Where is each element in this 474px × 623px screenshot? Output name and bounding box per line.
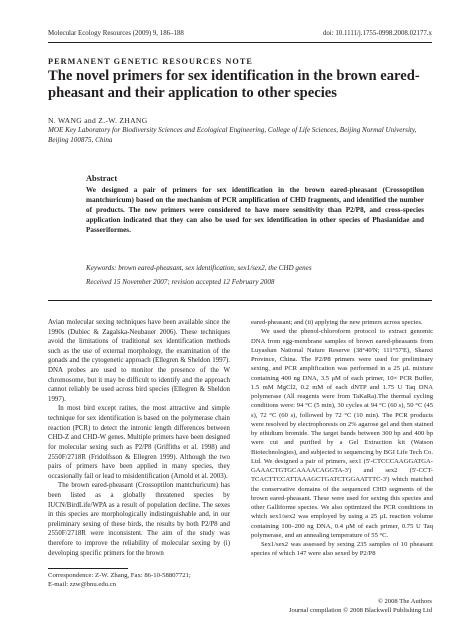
author-affiliation: MOE Key Laboratory for Biodiversity Sciences and Ecological Engineering, College of Life Sciences, Beijing Normal University, Beijing 100875, China: [48, 126, 417, 144]
body-paragraph: Sex1/sex2 was assessed by sexing 235 samples of 10 pheasant species of which 147 were also sexed by P2/P8: [251, 541, 433, 558]
section-label: PERMANENT GENETIC RESOURCES NOTE: [48, 57, 253, 66]
correspondence-note: [48, 572, 191, 589]
article-title: The novel primers for sex identification in the brown eared-pheasant and their application to other species: [48, 68, 420, 101]
body-paragraph: We used the phenol-chloroform protocol to extract genomic DNA from egg-membrane samples of brown eared-pheasants from Luyashan National Nature Reserve (38°40'N; 111°57'E), Shanxi Province, China. The P2/P8 primers were used for preliminary sexing, and PCR amplification was performed in a 25 μL mixture containing 400 ng DNA, 3.5 μM of each primer, 10× PCR Buffer, 1.5 mM MgCl2, 0.2 mM of each dNTP and 1.75 U Taq DNA polymerase (All reagents were from TaKaRa).The thermal cycling conditions were: 94 °C (5 min), 30 cycles at 94 °C (60 s), 50 °C (45 s), 72 °C (60 s), followed by 72 °C (10 min). The PCR products were resolved by electrophoresis on 2% agarose gel and then stained by ethidium bromide. The target bands between 300 bp and 400 bp were cut and purified by a Gel Extraction kit (Watson Biotechnologies), and subjected to sequencing by BGI Life Tech Co. Ltd. We designed a pair of primers, sex1 (5'-CTCCCAAGGATGA-GAAACTGTGCAAAACAGGTA-3') and sex2 (5'-CCT-TCACTTCCATTAAAGCTGATCTGGAATTTC-3') which matched the conservative domains of the sequenced CHD segments of the brown eared-pheasant. These were used for sexing this species and other Galliforme species. We also optimized the PCR conditions in which sex1/sex2 was employed by using a 25 μL reaction volume containing 100–200 ng DNA, 0.4 μM of each primer, 0.75 U Taq polymerase, and an annealing temperature of 55 °C.: [251, 328, 433, 539]
body-paragraph: eared-pheasant; and (ii) applying the new primers across species.: [251, 319, 423, 326]
author-list: N. WANG and Z.-W. ZHANG: [48, 116, 148, 125]
footnote-rule: [48, 568, 128, 569]
running-header-doi: doi: 10.1111/j.1755-0998.2008.02177.x: [322, 30, 432, 37]
keywords: Keywords: brown eared-pheasant, sex identification, sex1/sex2, the CHD genes: [86, 264, 312, 272]
body-paragraph: The brown eared-pheasant (Crossoptilon mantchuricum) has been listed as a globally threatened species by IUCN/BirdLife/WPA as a result of population decline. The sexes in this species are morphologically indistinguishable and, in our preliminary sexing of these birds, the results by both P2/P8 and 2550F/2718R were inconsistent. The aim of the study was therefore to improve the reliability of molecular sexing by (i) developing specific primers for the brown: [48, 482, 230, 557]
running-header-journal: Molecular Ecology Resources (2009) 9, 186–188: [48, 30, 184, 37]
abstract-heading: Abstract: [86, 174, 118, 183]
correspondence-email: E-mail: zzw@bnu.edu.cn: [48, 580, 116, 588]
correspondence-line: Correspondence: Z-W. Zhang, Fax: 86-10-58807721;: [48, 572, 191, 579]
footer-compilation: Journal compilation © 2008 Blackwell Publishing Ltd: [288, 607, 432, 614]
body-column-right: [251, 318, 433, 559]
footer-copyright: © 2008 The Authors: [377, 598, 432, 605]
body-column-left: [48, 318, 230, 558]
header-rule: [48, 42, 432, 43]
body-paragraph: Avian molecular sexing techniques have been available since the 1990s (Dubiec & Zagalska-Neubauer 2006). These techniques avoid the limitations of traditional sex identification methods such as the use of external morphology, the examination of the gonads and the cytogenetic approach (Ellegren & Sheldon 1997). DNA probes are used to monitor the presence of the W chromosome, but it may be difficult to identify and the approach cannot reliably be used across bird species (Ellegren & Sheldon 1997).: [48, 319, 230, 403]
body-paragraph: In most bird except ratites, the most attractive and simple technique for sex identification is based on the polymerase chain reaction (PCR) to detect the intronic length differences between CHD-Z and CHD-W genes. Multiple primers have been designed for molecular sexing such as P2/P8 (Griffiths et al. 1998) and 2550F/2718R (Fridolfsson & Ellegren 1999). Although the two pairs of primers have been applied in many species, they occasionally fail or lead to misidentification (Arnold et al. 2003).: [48, 405, 230, 480]
abstract-text: We designed a pair of primers for sex identification in the brown eared-pheasant (Crossoptilon mantchuricum) based on the mechanism of PCR amplification of CHD fragments, and identified the number of products. The new primers were considered to have more sensitivity than P2/P8, and cross-species application indicated that they can also be used for sex identification in other species of Phasianidae and Passeriformes.: [86, 186, 424, 234]
received-dates: Received 15 November 2007; revision accepted 12 February 2008: [86, 278, 275, 286]
abstract-rule: [48, 300, 432, 301]
